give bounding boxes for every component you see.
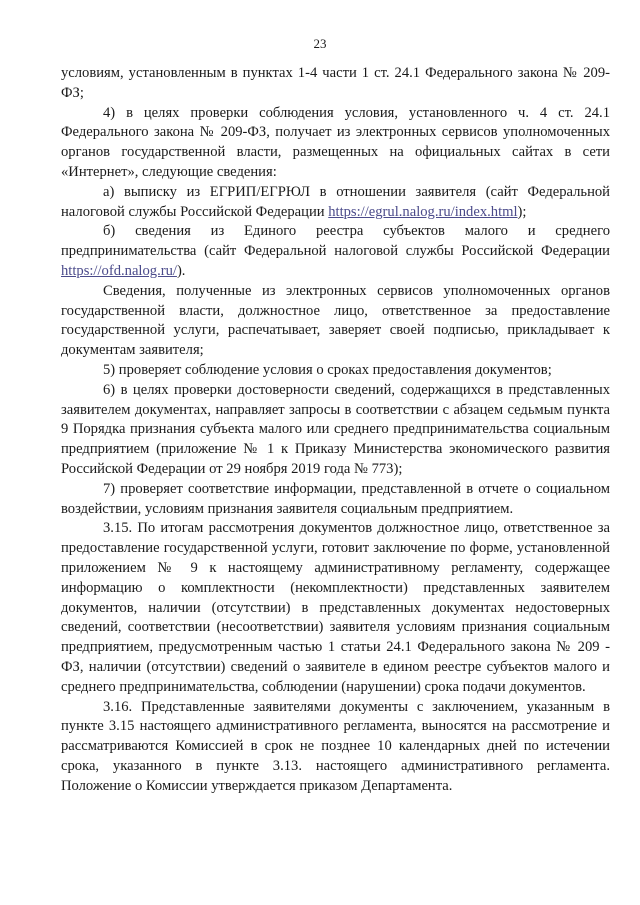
paragraph-item-4a — [61, 183, 610, 223]
paragraph-item-6: 6) в целях проверки достоверности сведений, содержащихся в представленных заявителем документах, направляет запросы в соответствии с абзацем седьмым пункта 9 Порядка признания субъекта малого или среднего предпринимательства социальным предприятием (приложение № 1 к Приказу Министерства экономического развития Российской Федерации от 29 ноября 2019 года № 773); — [61, 381, 610, 477]
paragraph-conditions-continued: условиям, установленным в пунктах 1-4 части 1 ст. 24.1 Федерального закона № 209-ФЗ; — [61, 65, 610, 101]
paragraph-3-16: 3.16. Представленные заявителями документы с заключением, указанным в пункте 3.15 настоящего административного регламента, выносятся на рассмотрение и рассматриваются Комиссией в срок не позднее 10 календарных дней по истечении срока, указанного в пункте 3.13. настоящего административного регламента. Положение о Комиссии утверждается приказом Департамента. — [61, 698, 610, 794]
paragraph-item-4b — [61, 222, 610, 281]
ofd-link[interactable]: https://ofd.nalog.ru/ — [61, 262, 177, 279]
paragraph-item-4b-end: ). — [176, 262, 186, 279]
paragraph-item-4: 4) в целях проверки соблюдения условия, установленного ч. 4 ст. 24.1 Федерального закона № 209-ФЗ, получает из электронных сервисов уполномоченных органов государственной власти, размещенных на официальных сайтах в сети «Интернет», следующие сведения: — [61, 104, 610, 180]
paragraph-item-5: 5) проверяет соблюдение условия о сроках предоставления документов; — [103, 361, 552, 378]
page-number: 23 — [313, 36, 327, 51]
paragraph-item-4a-end: ); — [517, 203, 527, 220]
paragraph-item-7: 7) проверяет соответствие информации, представленной в отчете о социальном воздействии, условиям признания заявителя социальным предприятием. — [61, 480, 610, 517]
document-body — [61, 64, 610, 796]
paragraph-item-4b-text: б) сведения из Единого реестра субъектов малого и среднего предпринимательства (сайт Федеральной налоговой службы Российской Федерации — [61, 223, 610, 260]
egrul-link[interactable]: https://egrul.nalog.ru/index.html — [328, 203, 518, 220]
paragraph-item-4a-text: а) выписку из ЕГРИП/ЕГРЮЛ в отношении заявителя (сайт Федеральной налоговой службы Российской Федерации — [61, 183, 610, 220]
paragraph-received-info: Сведения, полученные из электронных сервисов уполномоченных органов государственной власти, должностное лицо, ответственное за предоставление государственной услуги, распечатывает, заверяет своей подписью, прикладывает к документам заявителя; — [61, 282, 610, 359]
paragraph-3-15: 3.15. По итогам рассмотрения документов должностное лицо, ответственное за предоставление государственной услуги, готовит заключение по форме, установленной приложением № 9 к настоящему административному регламенту, содержащее информацию о комплектности (некомплектности) представленных заявителем документов, наличии (отсутствии) в представленных документах недостоверных сведений, соответствии (несоответствии) заявителя условиям признания социальным предприятием, предусмотренным частью 1 статьи 24.1 Федерального закона № 209 - ФЗ, наличии (отсутствии) сведений о заявителе в едином реестре субъектов малого и среднего предпринимательства, соблюдении (нарушении) срока подачи документов. — [61, 520, 610, 695]
